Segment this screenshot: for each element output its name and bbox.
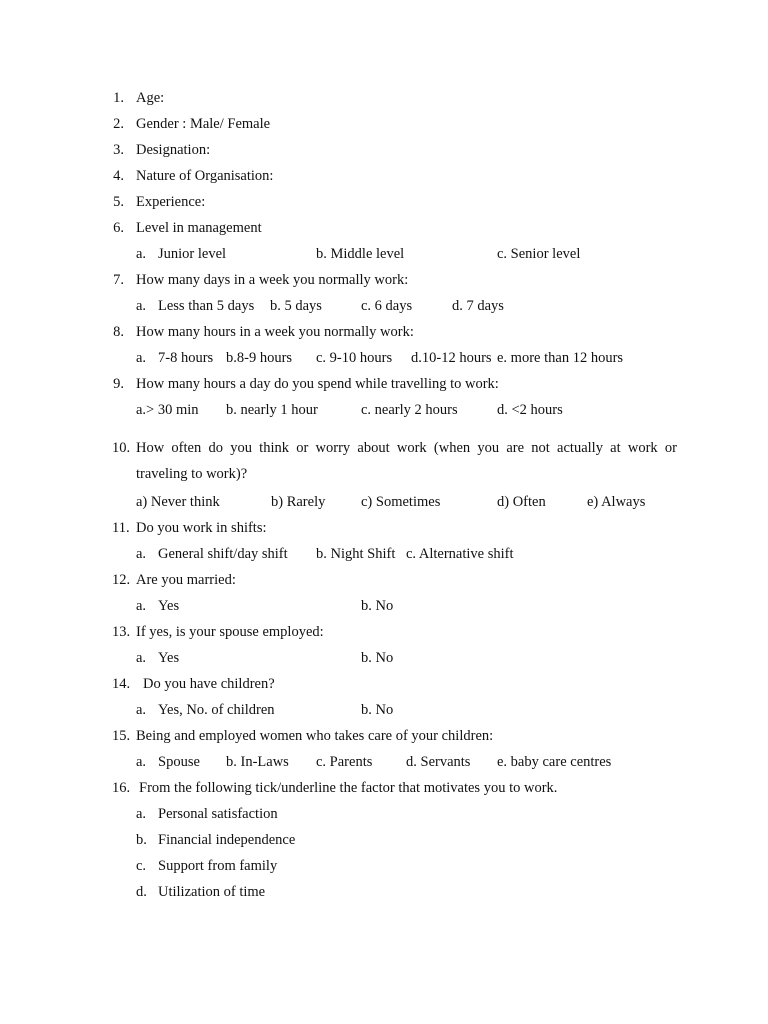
option: b. Night Shift <box>316 546 396 562</box>
option: Support from family <box>158 858 278 874</box>
option: e) Always <box>587 494 646 510</box>
option-letter: b. <box>136 832 147 848</box>
option: c. nearly 2 hours <box>361 402 458 418</box>
option: c. Alternative shift <box>406 546 514 562</box>
option: b. No <box>361 650 394 666</box>
option: e. more than 12 hours <box>497 350 624 366</box>
option: b) Rarely <box>271 494 326 510</box>
option: c. 6 days <box>361 298 413 314</box>
option-letter: a. <box>136 702 147 718</box>
option: e. baby care centres <box>497 754 612 770</box>
question-text: Nature of Organisation: <box>136 168 274 184</box>
question-text: Being and employed women who takes care of your children: <box>136 728 494 744</box>
question-text: From the following tick/underline the factor that motivates you to work. <box>139 780 558 796</box>
question-number: 10. <box>112 440 131 456</box>
option: c. 9-10 hours <box>316 350 393 366</box>
question-number: 14. <box>112 676 131 692</box>
question-text: Do you have children? <box>143 676 275 692</box>
question-text-continued: traveling to work)? <box>136 466 248 482</box>
option: c. Senior level <box>497 246 581 262</box>
question-number: 6. <box>113 220 124 236</box>
option-letter: a. <box>136 806 147 822</box>
question-number: 16. <box>112 780 131 796</box>
question-text: Do you work in shifts: <box>136 520 267 536</box>
option: b. No <box>361 598 394 614</box>
option: Financial independence <box>158 832 296 848</box>
option-letter: d. <box>136 884 147 900</box>
question-number: 4. <box>113 168 124 184</box>
option-letter: a. <box>136 754 147 770</box>
question-number: 15. <box>112 728 131 744</box>
option: Yes <box>158 598 180 614</box>
option-letter: a. <box>136 298 147 314</box>
option: d. 7 days <box>452 298 504 314</box>
question-number: 12. <box>112 572 131 588</box>
option: Utilization of time <box>158 884 266 900</box>
question-number: 9. <box>113 376 124 392</box>
option: Spouse <box>158 754 200 770</box>
option-letter: a. <box>136 650 147 666</box>
question-text: How many hours a day do you spend while travelling to work: <box>136 376 499 392</box>
option-letter: c. <box>136 858 147 874</box>
question-text: If yes, is your spouse employed: <box>136 624 324 640</box>
option: b.8-9 hours <box>226 350 293 366</box>
option-letter: a. <box>136 546 147 562</box>
question-number: 13. <box>112 624 131 640</box>
option: b. nearly 1 hour <box>226 402 318 418</box>
option-letter: a. <box>136 246 147 262</box>
option: d) Often <box>497 494 546 510</box>
question-text: Experience: <box>136 194 206 210</box>
option: d.10-12 hours <box>411 350 492 366</box>
option: c) Sometimes <box>361 494 441 510</box>
option: c. Parents <box>316 754 373 770</box>
option: a.> 30 min <box>136 402 199 418</box>
question-text: Designation: <box>136 142 211 158</box>
option: d. <2 hours <box>497 402 563 418</box>
question-text: Gender : Male/ Female <box>136 116 271 132</box>
question-text: Level in management <box>136 220 262 236</box>
question-number: 2. <box>113 116 124 132</box>
option: b. In-Laws <box>226 754 289 770</box>
question-text: Are you married: <box>136 572 236 588</box>
option: Personal satisfaction <box>158 806 278 822</box>
option: d. Servants <box>406 754 471 770</box>
question-number: 5. <box>113 194 124 210</box>
question-number: 7. <box>113 272 124 288</box>
question-text: How many hours in a week you normally work: <box>136 324 414 340</box>
question-text: How many days in a week you normally work: <box>136 272 409 288</box>
option: Less than 5 days <box>158 298 255 314</box>
question-number: 1. <box>113 90 124 106</box>
option-letter: a. <box>136 350 147 366</box>
option-letter: a. <box>136 598 147 614</box>
question-number: 3. <box>113 142 124 158</box>
option: b. 5 days <box>270 298 322 314</box>
option: Yes, No. of children <box>158 702 275 718</box>
question-number: 11. <box>112 520 130 536</box>
option: b. Middle level <box>316 246 405 262</box>
option: General shift/day shift <box>158 546 288 562</box>
option: b. No <box>361 702 394 718</box>
question-text: Age: <box>136 90 165 106</box>
question-number: 8. <box>113 324 124 340</box>
option: a) Never think <box>136 494 220 510</box>
option: Yes <box>158 650 180 666</box>
option: 7-8 hours <box>158 350 214 366</box>
option: Junior level <box>158 246 227 262</box>
question-text: How often do you think or worry about work (when you are not actually at work or <box>136 440 677 456</box>
